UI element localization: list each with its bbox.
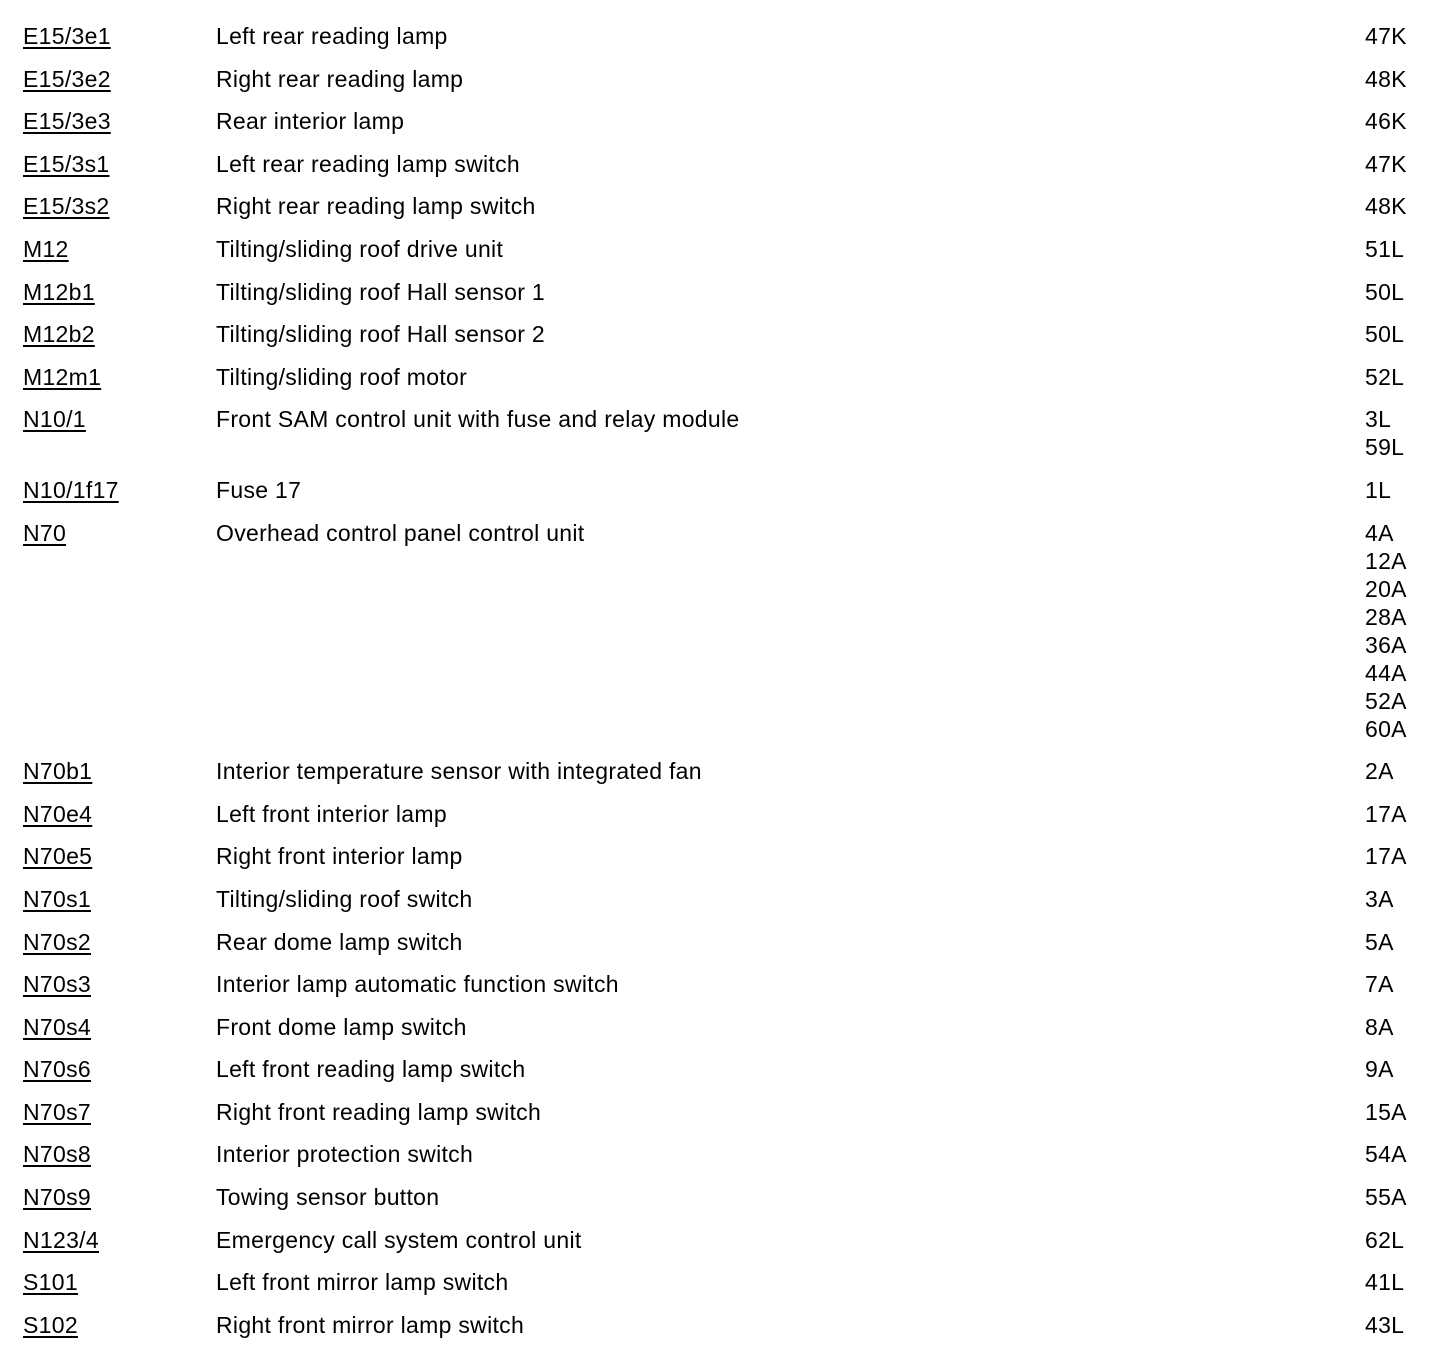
grid-references <box>1365 22 1455 50</box>
component-code-cell <box>23 800 216 828</box>
grid-references <box>1365 1311 1455 1339</box>
legend-row <box>0 476 1456 519</box>
grid-references <box>1365 476 1455 504</box>
component-code-cell <box>23 476 216 504</box>
component-code-link[interactable]: E15/3s2 <box>23 193 110 220</box>
grid-references <box>1365 107 1455 135</box>
component-description: Front dome lamp switch <box>216 1013 467 1040</box>
component-code-link[interactable]: M12b1 <box>23 278 95 305</box>
component-code-link[interactable]: N123/4 <box>23 1226 99 1253</box>
component-code-cell <box>23 757 216 785</box>
grid-references <box>1365 800 1455 828</box>
legend-row <box>0 192 1456 235</box>
grid-references <box>1365 1183 1455 1211</box>
component-code-cell <box>23 928 216 956</box>
grid-references <box>1365 363 1455 391</box>
grid-reference: 41L <box>1365 1269 1405 1296</box>
component-description: Left front mirror lamp switch <box>216 1269 509 1296</box>
component-description: Right front mirror lamp switch <box>216 1311 525 1338</box>
grid-reference: 5A <box>1365 928 1394 955</box>
grid-reference: 59L <box>1365 434 1405 461</box>
component-code-link[interactable]: N70 <box>23 519 67 546</box>
component-code-link[interactable]: E15/3e2 <box>23 65 111 92</box>
grid-reference: 48K <box>1365 65 1407 92</box>
component-code-link[interactable]: E15/3e1 <box>23 23 111 49</box>
grid-reference: 50L <box>1365 321 1405 348</box>
component-code-cell <box>23 842 216 870</box>
grid-reference: 7A <box>1365 971 1394 998</box>
grid-reference: 50L <box>1365 278 1405 305</box>
grid-references <box>1365 842 1455 870</box>
grid-reference: 8A <box>1365 1013 1394 1040</box>
component-code-cell <box>23 235 216 263</box>
component-description: Right front interior lamp <box>216 843 463 870</box>
legend-row <box>0 1226 1456 1269</box>
grid-reference: 36A <box>1365 631 1407 658</box>
grid-references <box>1365 65 1455 93</box>
component-code-cell <box>23 405 216 433</box>
component-description: Rear interior lamp <box>216 108 405 135</box>
component-code-link[interactable]: N70s9 <box>23 1184 91 1211</box>
legend-row <box>0 1140 1456 1183</box>
component-code-link[interactable]: N70e5 <box>23 843 93 870</box>
legend-row <box>0 1055 1456 1098</box>
grid-reference: 3L <box>1365 406 1392 433</box>
component-description: Tilting/sliding roof Hall sensor 1 <box>216 278 545 305</box>
legend-row <box>0 363 1456 406</box>
grid-references <box>1365 235 1455 263</box>
grid-references <box>1365 1013 1455 1041</box>
grid-reference: 60A <box>1365 715 1407 742</box>
component-code-link[interactable]: N10/1 <box>23 406 86 433</box>
component-code-link[interactable]: M12b2 <box>23 321 95 348</box>
component-description: Emergency call system control unit <box>216 1226 582 1253</box>
legend-row <box>0 22 1456 65</box>
component-description: Towing sensor button <box>216 1184 440 1211</box>
legend-row <box>0 757 1456 800</box>
grid-reference: 55A <box>1365 1184 1407 1211</box>
grid-reference: 12A <box>1365 547 1407 574</box>
component-code-cell <box>23 1098 216 1126</box>
grid-reference: 2A <box>1365 758 1394 785</box>
grid-references <box>1365 885 1455 913</box>
component-code-cell <box>23 22 216 50</box>
component-code-link[interactable]: M12m1 <box>23 363 102 390</box>
component-description: Tilting/sliding roof drive unit <box>216 235 504 262</box>
legend-row <box>0 405 1456 476</box>
component-code-cell <box>23 1226 216 1254</box>
component-description: Interior lamp automatic function switch <box>216 971 619 998</box>
grid-reference: 44A <box>1365 659 1407 686</box>
legend-row <box>0 1013 1456 1056</box>
component-code-link[interactable]: N70b1 <box>23 758 93 785</box>
grid-reference: 1L <box>1365 476 1392 503</box>
component-description: Tilting/sliding roof motor <box>216 363 468 390</box>
component-description: Interior protection switch <box>216 1141 474 1168</box>
grid-references <box>1365 1268 1455 1296</box>
component-code-cell <box>23 1268 216 1296</box>
component-code-link[interactable]: N70s7 <box>23 1098 91 1125</box>
component-description: Right rear reading lamp <box>216 65 464 92</box>
component-code-cell <box>23 1140 216 1168</box>
component-code-link[interactable]: N70s8 <box>23 1141 91 1168</box>
grid-references <box>1365 1140 1455 1168</box>
component-code-cell <box>23 363 216 391</box>
legend-row <box>0 150 1456 193</box>
grid-references <box>1365 405 1455 461</box>
grid-reference: 54A <box>1365 1141 1407 1168</box>
grid-reference: 17A <box>1365 800 1407 827</box>
component-code-link[interactable]: M12 <box>23 235 69 262</box>
grid-reference: 51L <box>1365 235 1405 262</box>
grid-reference: 46K <box>1365 108 1407 135</box>
grid-references <box>1365 320 1455 348</box>
legend-row <box>0 65 1456 108</box>
component-code-link[interactable]: N70s3 <box>23 971 91 998</box>
grid-references <box>1365 928 1455 956</box>
grid-reference: 9A <box>1365 1056 1394 1083</box>
component-code-cell <box>23 65 216 93</box>
component-description: Left rear reading lamp switch <box>216 150 521 177</box>
component-code-link[interactable]: S102 <box>23 1311 78 1338</box>
component-code-cell <box>23 278 216 306</box>
component-description: Front SAM control unit with fuse and relay module <box>216 406 740 433</box>
component-code-cell <box>23 1183 216 1211</box>
component-description: Fuse 17 <box>216 476 302 503</box>
legend-row <box>0 928 1456 971</box>
component-description: Tilting/sliding roof switch <box>216 885 473 912</box>
component-description: Left front reading lamp switch <box>216 1056 526 1083</box>
component-code-cell <box>23 1311 216 1339</box>
component-code-link[interactable]: N70s2 <box>23 928 91 955</box>
component-code-link[interactable]: E15/3e3 <box>23 108 111 135</box>
legend-row <box>0 885 1456 928</box>
grid-reference: 43L <box>1365 1311 1405 1338</box>
legend-row <box>0 320 1456 363</box>
component-description: Tilting/sliding roof Hall sensor 2 <box>216 321 545 348</box>
component-description: Overhead control panel control unit <box>216 519 585 546</box>
grid-references <box>1365 1226 1455 1254</box>
legend-row <box>0 278 1456 321</box>
component-code-link[interactable]: N70e4 <box>23 800 93 827</box>
legend-row <box>0 1098 1456 1141</box>
component-description: Interior temperature sensor with integrated fan <box>216 758 702 785</box>
component-description: Right front reading lamp switch <box>216 1098 542 1125</box>
legend-row <box>0 842 1456 885</box>
grid-reference: 17A <box>1365 843 1407 870</box>
component-legend <box>0 22 1456 1353</box>
legend-row <box>0 107 1456 150</box>
grid-references <box>1365 970 1455 998</box>
grid-reference: 47K <box>1365 23 1407 49</box>
grid-reference: 47K <box>1365 150 1407 177</box>
legend-row <box>0 1268 1456 1311</box>
component-code-cell <box>23 970 216 998</box>
component-code-link[interactable]: N70s1 <box>23 885 91 912</box>
grid-references <box>1365 757 1455 785</box>
grid-references <box>1365 1055 1455 1083</box>
component-code-cell <box>23 150 216 178</box>
grid-references <box>1365 192 1455 220</box>
grid-reference: 4A <box>1365 519 1394 546</box>
grid-references <box>1365 278 1455 306</box>
grid-reference: 62L <box>1365 1226 1405 1253</box>
component-code-cell <box>23 107 216 135</box>
component-code-cell <box>23 519 216 547</box>
component-description: Rear dome lamp switch <box>216 928 463 955</box>
legend-row <box>0 970 1456 1013</box>
grid-references <box>1365 519 1455 743</box>
legend-row <box>0 800 1456 843</box>
grid-references <box>1365 150 1455 178</box>
component-code-cell <box>23 1013 216 1041</box>
legend-row <box>0 235 1456 278</box>
component-code-link[interactable]: S101 <box>23 1269 78 1296</box>
component-code-cell <box>23 885 216 913</box>
grid-reference: 52L <box>1365 363 1405 390</box>
grid-reference: 52A <box>1365 687 1407 714</box>
component-code-cell <box>23 192 216 220</box>
grid-reference: 3A <box>1365 885 1394 912</box>
component-code-cell <box>23 320 216 348</box>
grid-reference: 15A <box>1365 1098 1407 1125</box>
component-code-cell <box>23 1055 216 1083</box>
grid-reference: 48K <box>1365 193 1407 220</box>
legend-row <box>0 1311 1456 1354</box>
legend-row <box>0 519 1456 758</box>
grid-reference: 28A <box>1365 603 1407 630</box>
component-code-link[interactable]: E15/3s1 <box>23 150 110 177</box>
component-description: Right rear reading lamp switch <box>216 193 536 220</box>
component-code-link[interactable]: N70s4 <box>23 1013 91 1040</box>
component-code-link[interactable]: N10/1f17 <box>23 476 119 503</box>
component-description: Left front interior lamp <box>216 800 447 827</box>
component-code-link[interactable]: N70s6 <box>23 1056 91 1083</box>
legend-row <box>0 1183 1456 1226</box>
grid-reference: 20A <box>1365 575 1407 602</box>
component-description: Left rear reading lamp <box>216 23 448 49</box>
grid-references <box>1365 1098 1455 1126</box>
